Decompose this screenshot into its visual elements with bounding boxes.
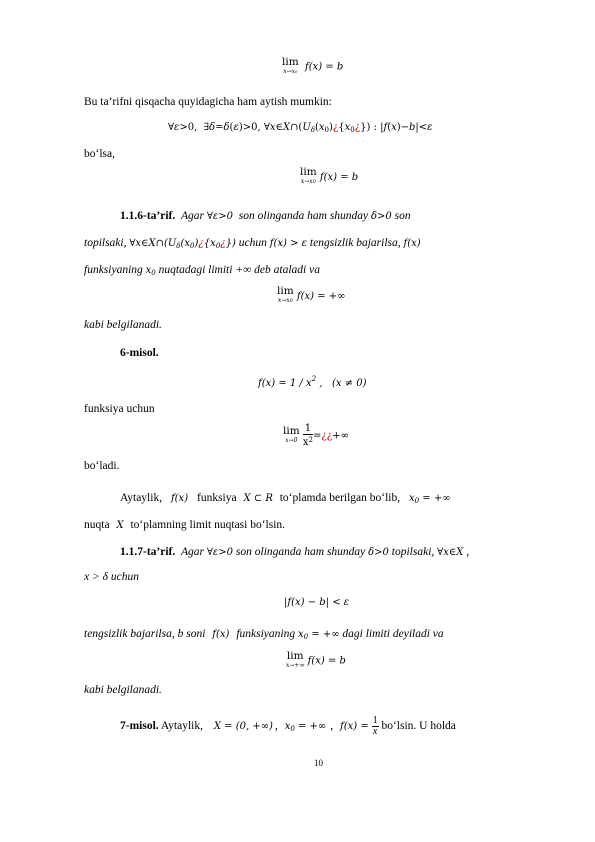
definition-116-line1: 1.1.6-ta’rif. Agar ∀ε>0 son olinganda ham shunday δ>0 son — [120, 210, 411, 222]
definition-117-inequality: |f(x) − b| < ε — [284, 597, 350, 608]
definition-116-line2: topilsaki, $\forall x\in X\cap(U_\delta(x_0)¿\{x_0¿\})$ uchun f(x) > ε tengsizlik bajarilsa, f(x) — [84, 237, 421, 250]
bolsa-text: bo‘lsa, — [84, 148, 115, 160]
definition-116-line3: funksiyaning $x_0$ nuqtadagi limiti +∞ deb ataladi va — [84, 264, 320, 277]
definition-116-line4: kabi belgilanadi. — [84, 319, 162, 331]
definition-116-label: 1.1.6-ta’rif. — [120, 210, 176, 222]
definition-117-label: 1.1.7-ta’rif. — [120, 546, 176, 558]
intro-text: Bu ta’rifni qisqacha quyidagicha ham aytish mumkin: — [84, 96, 332, 108]
formula-limit-b-second: lim x→x0 f(x) = b — [300, 166, 359, 185]
example-6-line1: funksiya uchun — [84, 403, 155, 415]
example-6-label: 6-misol. — [120, 347, 159, 359]
definition-117-line2: x > δ uchun — [84, 571, 139, 583]
quantifier-line: ∀ε>0, ∃δ=δ(ε)>0, $\forall x\in X\cap(U_\delta(x_0)¿\{x_0¿\})$ : |f(x)−b|<ε — [168, 122, 433, 134]
definition-117-line4: kabi belgilanadi. — [84, 684, 162, 696]
definition-117-line3: tengsizlik bajarilsa, b soni f(x) funksiyaning $x_0$ = +∞ dagi limiti deyiladi va — [84, 628, 444, 641]
aytaylik-line2: nuqta X to‘plamning limit nuqtasi bo‘lsin. — [84, 519, 286, 531]
example-7-label: 7-misol. — [120, 720, 159, 733]
definition-117-line1: 1.1.7-ta’rif. Agar ∀ε>0 son olinganda ham shunday δ>0 topilsaki, ∀x∈X , — [120, 546, 470, 558]
example-6-limit: lim x→0 $\frac{1}{x^2}$ =¿¿+∞ — [283, 423, 349, 448]
formula-limit-b-top: lim x→x₀ f(x) = b — [282, 56, 344, 75]
example-6-boladi: bo‘ladi. — [84, 460, 120, 472]
example-7-line: 7-misol. Aytaylik, X = (0, +∞) , $x_0$ = +∞ , f(x) = $\frac{1}{x}$ bo‘lsin. U holda — [120, 715, 456, 737]
definition-116-formula: lim x→x0 f(x) = +∞ — [277, 285, 346, 304]
example-6-formula: $f(x) = 1 / x^2$ , (x ≠ 0) — [258, 375, 367, 389]
definition-117-formula: lim x→+∞ f(x) = b — [286, 650, 346, 669]
aytaylik-line1: Aytaylik, f(x) funksiya X ⊂ R to‘plamda berilgan bo‘lib, $x_0$ = +∞ — [120, 492, 451, 505]
formula-limit-b-top-text: f(x) = b — [301, 61, 344, 73]
page-number: 10 — [314, 758, 323, 768]
